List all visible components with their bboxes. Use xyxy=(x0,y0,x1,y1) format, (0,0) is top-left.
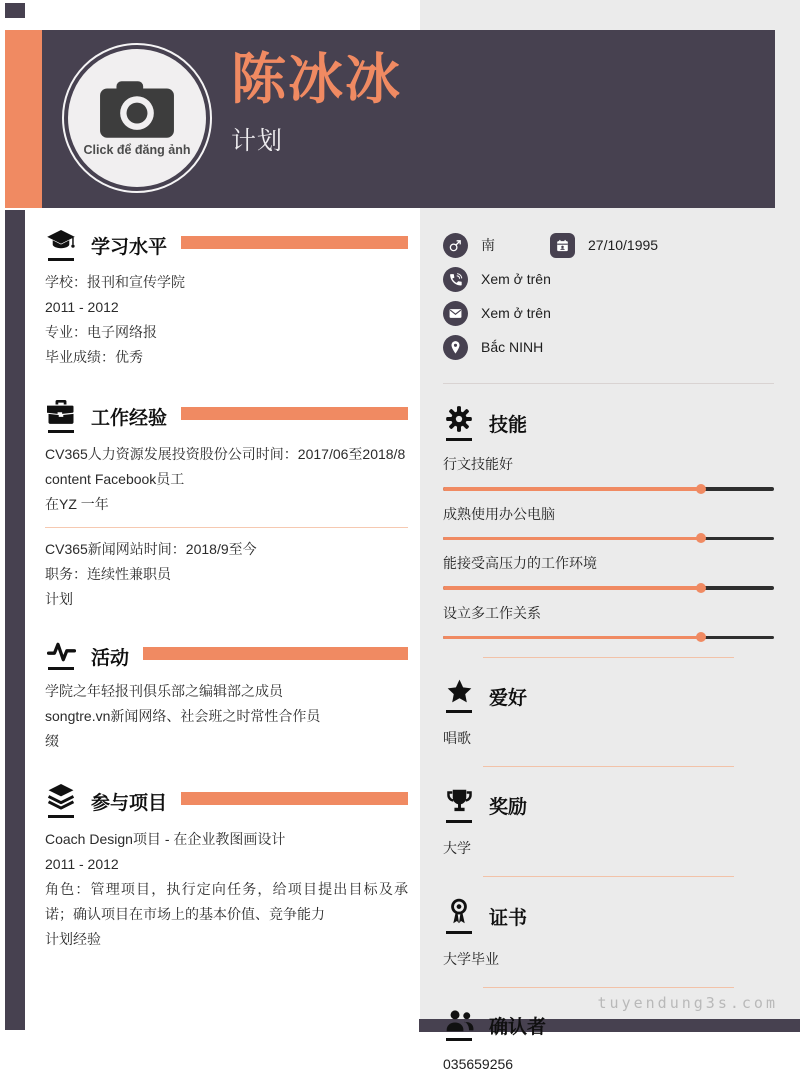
header-accent-strip xyxy=(5,30,42,208)
section-divider xyxy=(483,987,734,988)
section-title: 学习水平 xyxy=(91,237,168,258)
skill-item xyxy=(443,603,774,640)
briefcase-icon xyxy=(45,400,77,433)
job-line: 职务：连续性兼职员 xyxy=(45,566,171,582)
references-content: 035659256 xyxy=(443,1056,514,1072)
left-accent-strip xyxy=(5,210,25,1030)
project-heading: Coach Design项目 - 在企业教图画设计 xyxy=(45,831,286,847)
gender-icon xyxy=(443,233,468,258)
section-title: 工作经验 xyxy=(91,408,168,429)
skill-label: 行文技能好 xyxy=(443,456,513,472)
corner-accent-square xyxy=(5,3,25,18)
section-title: 爱好 xyxy=(489,687,528,709)
skill-label: 成熟使用办公电脑 xyxy=(443,505,555,522)
address-value: Bắc NINH xyxy=(481,339,544,355)
skill-item xyxy=(443,454,774,491)
section-accent-bar xyxy=(181,407,408,420)
left-column xyxy=(45,230,408,952)
section-title: 确认者 xyxy=(489,1016,547,1038)
activity-icon xyxy=(45,642,77,670)
site-watermark: tuyendung3s.com xyxy=(597,994,778,1012)
skill-slider[interactable] xyxy=(443,537,774,541)
photo-hint-label: Click để đăng ảnh xyxy=(83,143,191,157)
skill-label: 设立多工作关系 xyxy=(443,604,541,621)
section-skills-header xyxy=(443,405,774,441)
gender-value: 南 xyxy=(481,237,495,253)
certificates-content: 大学毕业 xyxy=(443,951,499,967)
section-accent-bar xyxy=(181,792,408,805)
skill-label: 能接受高压力的工作环境 xyxy=(443,555,597,571)
awards-content: 大学 xyxy=(443,840,471,856)
activity-line: 学院之年轻报刊俱乐部之编辑部之成员 xyxy=(45,683,283,699)
section-references-header xyxy=(443,1009,774,1041)
hobbies-content: 唱歌 xyxy=(443,730,471,746)
job-line: content Facebook员工 xyxy=(45,471,185,487)
photo-ring xyxy=(62,43,212,193)
section-divider xyxy=(483,766,734,767)
section-title: 参与项目 xyxy=(91,792,168,814)
location-pin-icon xyxy=(443,335,468,360)
people-icon xyxy=(443,1009,475,1041)
project-role: 角色：管理项目，执行定向任务，给项目提出目标及承诺；确认项目在市场上的基本价值、竞争能力 xyxy=(45,881,408,922)
job-heading: CV365人力资源发展投资股份公司时间：2017/06至2018/8 xyxy=(45,446,406,462)
skill-slider[interactable] xyxy=(443,586,774,590)
section-certificates-header xyxy=(443,898,774,934)
job-divider xyxy=(45,527,408,528)
section-projects-header xyxy=(45,784,408,818)
skill-slider[interactable] xyxy=(443,636,774,640)
camera-icon xyxy=(98,79,176,141)
email-value: Xem ở trên xyxy=(481,305,551,321)
phone-icon xyxy=(443,267,468,292)
skill-slider[interactable] xyxy=(443,487,774,491)
section-divider xyxy=(483,876,734,877)
calendar-icon xyxy=(550,233,575,258)
photo-upload-button[interactable] xyxy=(68,49,206,187)
section-title: 证书 xyxy=(489,907,528,929)
right-column xyxy=(443,228,774,1072)
project-years: 2011 - 2012 xyxy=(45,856,119,872)
section-hobbies-header xyxy=(443,679,774,713)
contact-divider xyxy=(443,383,774,384)
section-title: 活动 xyxy=(91,647,130,669)
trophy-icon xyxy=(443,788,475,823)
section-accent-bar xyxy=(143,647,408,660)
graduation-cap-icon xyxy=(45,230,77,261)
birthday-value: 27/10/1995 xyxy=(588,237,659,253)
gear-icon xyxy=(443,405,475,441)
section-divider xyxy=(483,657,734,658)
section-experience-header xyxy=(45,400,408,433)
header xyxy=(5,30,775,208)
project-extra: 计划经验 xyxy=(45,931,101,947)
contact-row-phone xyxy=(443,262,774,296)
job-line: 在YZ 一年 xyxy=(45,496,109,512)
contact-row-address xyxy=(443,330,774,364)
education-grade: 毕业成绩：优秀 xyxy=(45,349,143,365)
section-education-header xyxy=(45,230,408,261)
activity-line: songtre.vn新闻网络、社会班之时常性合作员 xyxy=(45,708,321,724)
education-years: 2011 - 2012 xyxy=(45,299,119,315)
section-title: 奖励 xyxy=(489,797,528,818)
section-accent-bar xyxy=(181,236,408,249)
section-title: 技能 xyxy=(489,414,528,436)
activity-line: 缀 xyxy=(45,733,59,749)
person-job-title: 计划 xyxy=(231,127,284,155)
job-heading: CV365新闻网站时间：2018/9至今 xyxy=(45,541,257,557)
contact-row-email xyxy=(443,296,774,330)
phone-value: Xem ở trên xyxy=(481,271,551,287)
email-icon xyxy=(443,301,468,326)
job-line: 计划 xyxy=(45,591,73,607)
education-school: 学校：报刊和宣传学院 xyxy=(45,274,185,290)
skill-item xyxy=(443,553,774,590)
star-icon xyxy=(443,679,475,713)
section-activities-header xyxy=(45,642,408,670)
person-name: 陈冰冰 xyxy=(231,48,403,110)
contact-row-gender-birthday xyxy=(443,228,774,262)
education-major: 专业：电子网络报 xyxy=(45,324,157,340)
medal-icon xyxy=(443,898,475,934)
skill-item xyxy=(443,504,774,541)
section-awards-header xyxy=(443,788,774,823)
layers-icon xyxy=(45,784,77,818)
